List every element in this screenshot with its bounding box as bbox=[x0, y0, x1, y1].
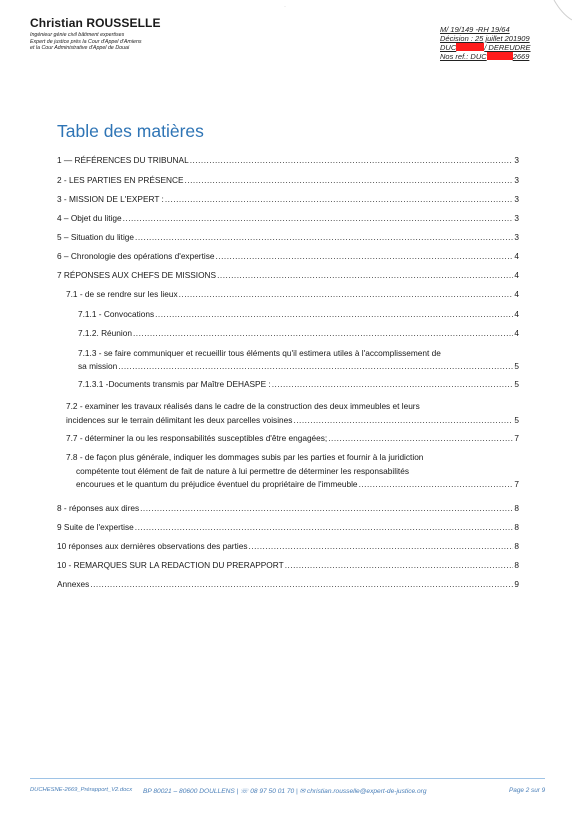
footer-contact: BP 80021 – 80600 DOULLENS | ☏ 08 97 50 01 70 | ✉ christian.rousselle@expert-de-justice.org bbox=[143, 788, 427, 795]
credential-line: et la Cour Administrative d'Appel de Douai bbox=[30, 45, 130, 52]
toc-entry-page: 3 bbox=[514, 194, 519, 204]
toc-entry-page: 3 bbox=[514, 232, 519, 242]
toc-entry-label: 9 Suite de l'expertise bbox=[57, 522, 134, 532]
toc-entry[interactable] bbox=[57, 175, 519, 186]
toc-entry[interactable] bbox=[66, 433, 519, 444]
toc-entry[interactable] bbox=[66, 289, 519, 300]
toc-entry[interactable] bbox=[57, 155, 519, 166]
toc-leader bbox=[123, 213, 514, 224]
toc-entry[interactable] bbox=[78, 309, 519, 320]
redaction-mark bbox=[487, 52, 513, 60]
toc-entry[interactable] bbox=[57, 541, 519, 552]
toc-entry-text-line: compétente tout élément de fait de nature à lui permettre de déterminer les responsabilités bbox=[76, 465, 409, 476]
toc-leader bbox=[285, 560, 514, 571]
author-credentials bbox=[30, 32, 142, 52]
toc-entry-page: 3 bbox=[514, 213, 519, 223]
toc-leader bbox=[135, 522, 514, 533]
toc-entry-label: 6 – Chronologie des opérations d'expertise bbox=[57, 251, 215, 261]
toc-leader bbox=[190, 155, 514, 166]
toc-entry-label: 7.1.1 - Convocations bbox=[78, 309, 155, 319]
toc-entry-page: 4 bbox=[514, 309, 519, 319]
toc-leader bbox=[133, 328, 513, 339]
toc-entry-label: 7 RÉPONSES AUX CHEFS DE MISSIONS bbox=[57, 270, 217, 280]
toc-entry[interactable] bbox=[57, 522, 519, 533]
toc-leader bbox=[140, 503, 513, 514]
corner-scan-line bbox=[532, 0, 572, 40]
toc-entry-page: 4 bbox=[514, 328, 519, 338]
ref-parties: DUC / DEREUDRE bbox=[440, 43, 531, 52]
toc-entry-label: 3 - MISSION DE L'EXPERT : bbox=[57, 194, 164, 204]
toc-entry[interactable] bbox=[57, 579, 519, 590]
toc-entry-label: 8 - réponses aux dires bbox=[57, 503, 140, 513]
toc-leader bbox=[272, 379, 514, 390]
scan-mark: · bbox=[284, 4, 286, 10]
toc-leader bbox=[185, 175, 514, 186]
toc-entry-label: 7.1.3.1 -Documents transmis par Maître DEHASPE : bbox=[78, 379, 271, 389]
ref-case-number: M/ 19/149 -RH 19/64 bbox=[440, 25, 510, 34]
toc-entry-label: Annexes bbox=[57, 579, 90, 589]
toc-entry-label: 4 – Objet du litige bbox=[57, 213, 122, 223]
toc-leader bbox=[293, 413, 513, 427]
toc-leader bbox=[248, 541, 513, 552]
toc-entry-text-line: 7.8 - de façon plus générale, indiquer les dommages subis par les parties et fournir à la juridiction bbox=[66, 452, 424, 462]
toc-entry-label: 1 — RÉFÉRENCES DU TRIBUNAL bbox=[57, 155, 189, 165]
toc-entry-label: 10 - REMARQUES SUR LA REDACTION DU PRERAPPORT bbox=[57, 560, 284, 570]
credential-line: Expert de justice près la Cour d'Appel d'Amiens bbox=[30, 38, 142, 45]
toc-entry-page: 8 bbox=[514, 503, 519, 513]
toc-entry-page: 5 bbox=[514, 379, 519, 389]
toc-entry[interactable] bbox=[57, 213, 519, 224]
toc-entry[interactable] bbox=[57, 560, 519, 571]
toc-leader bbox=[359, 478, 514, 492]
toc-entry-page: 3 bbox=[514, 155, 519, 165]
toc-leader bbox=[155, 309, 513, 320]
toc-entry-label: 7.1.2. Réunion bbox=[78, 328, 132, 338]
redaction-mark bbox=[456, 43, 484, 51]
toc-entry-page: 7 bbox=[514, 479, 519, 489]
toc-entry-page: 4 bbox=[514, 289, 519, 299]
toc-entry-page: 9 bbox=[514, 579, 519, 589]
toc-entry-page: 8 bbox=[514, 560, 519, 570]
toc-title: Table des matières bbox=[57, 121, 204, 141]
toc-leader bbox=[90, 579, 513, 590]
toc-entry-label: 10 réponses aux dernières observations des parties bbox=[57, 541, 248, 551]
footer-filename: DUCHESNE-2669_Prérapport_V2.docx bbox=[30, 787, 133, 793]
toc-entry-label: 5 – Situation du litige bbox=[57, 232, 135, 242]
toc-entry[interactable] bbox=[66, 399, 519, 427]
ref-decision-date: Décision : 25 juillet 201909 bbox=[440, 34, 530, 43]
toc-entry-page: 8 bbox=[514, 541, 519, 551]
toc-entry[interactable] bbox=[78, 379, 519, 390]
toc-leader bbox=[165, 194, 514, 205]
reference-block bbox=[440, 25, 531, 61]
toc-leader bbox=[135, 232, 513, 243]
toc-entry-page: 3 bbox=[514, 175, 519, 185]
toc-entry-text-line: 7.2 - examiner les travaux réalisés dans le cadre de la construction des deux immeubles et leurs bbox=[66, 401, 420, 411]
toc-entry-label: encourues et le quantum du préjudice éventuel du propriétaire de l'immeuble bbox=[76, 479, 358, 489]
toc-entry-text-line: 7.1.3 - se faire communiquer et recueillir tous éléments qu'il estimera utiles à l'accomplissement de bbox=[78, 348, 441, 358]
toc-entry[interactable] bbox=[78, 347, 519, 373]
toc-entry[interactable] bbox=[57, 194, 519, 205]
footer-page-number: Page 2 sur 9 bbox=[509, 787, 546, 794]
footer-divider bbox=[30, 778, 545, 779]
toc-entry-page: 8 bbox=[514, 522, 519, 532]
toc-entry-page: 7 bbox=[514, 433, 519, 443]
toc-entry-page: 4 bbox=[514, 270, 519, 280]
toc-entry[interactable] bbox=[57, 270, 519, 281]
toc-leader bbox=[217, 270, 513, 281]
toc-entry-page: 5 bbox=[514, 361, 519, 371]
toc-leader bbox=[179, 289, 514, 300]
toc-leader bbox=[215, 251, 513, 262]
toc-leader bbox=[118, 360, 513, 373]
toc-entry-label: 7.1 - de se rendre sur les lieux bbox=[66, 289, 178, 299]
toc-entry-page: 4 bbox=[514, 251, 519, 261]
toc-entry-page: 5 bbox=[514, 415, 519, 425]
toc-entry[interactable] bbox=[78, 328, 519, 339]
author-name: Christian ROUSSELLE bbox=[30, 16, 161, 30]
toc-entry[interactable] bbox=[57, 251, 519, 262]
toc-entry-label: 2 - LES PARTIES EN PRÉSENCE bbox=[57, 175, 184, 185]
toc-leader bbox=[328, 433, 513, 444]
toc-entry-label: incidences sur le terrain délimitant les deux parcelles voisines bbox=[66, 415, 293, 425]
toc-entry[interactable] bbox=[57, 503, 519, 514]
toc-entry-label: sa mission bbox=[78, 361, 118, 371]
toc-entry[interactable] bbox=[66, 451, 519, 492]
ref-our-reference: Nos ref.: DUC 2669 bbox=[440, 52, 530, 61]
credential-line: Ingénieur génie civil bâtiment expertises bbox=[30, 32, 125, 38]
toc-entry-label: 7.7 - déterminer la ou les responsabilités susceptibles d'être engagées; bbox=[66, 433, 328, 443]
toc-entry[interactable] bbox=[57, 232, 519, 243]
